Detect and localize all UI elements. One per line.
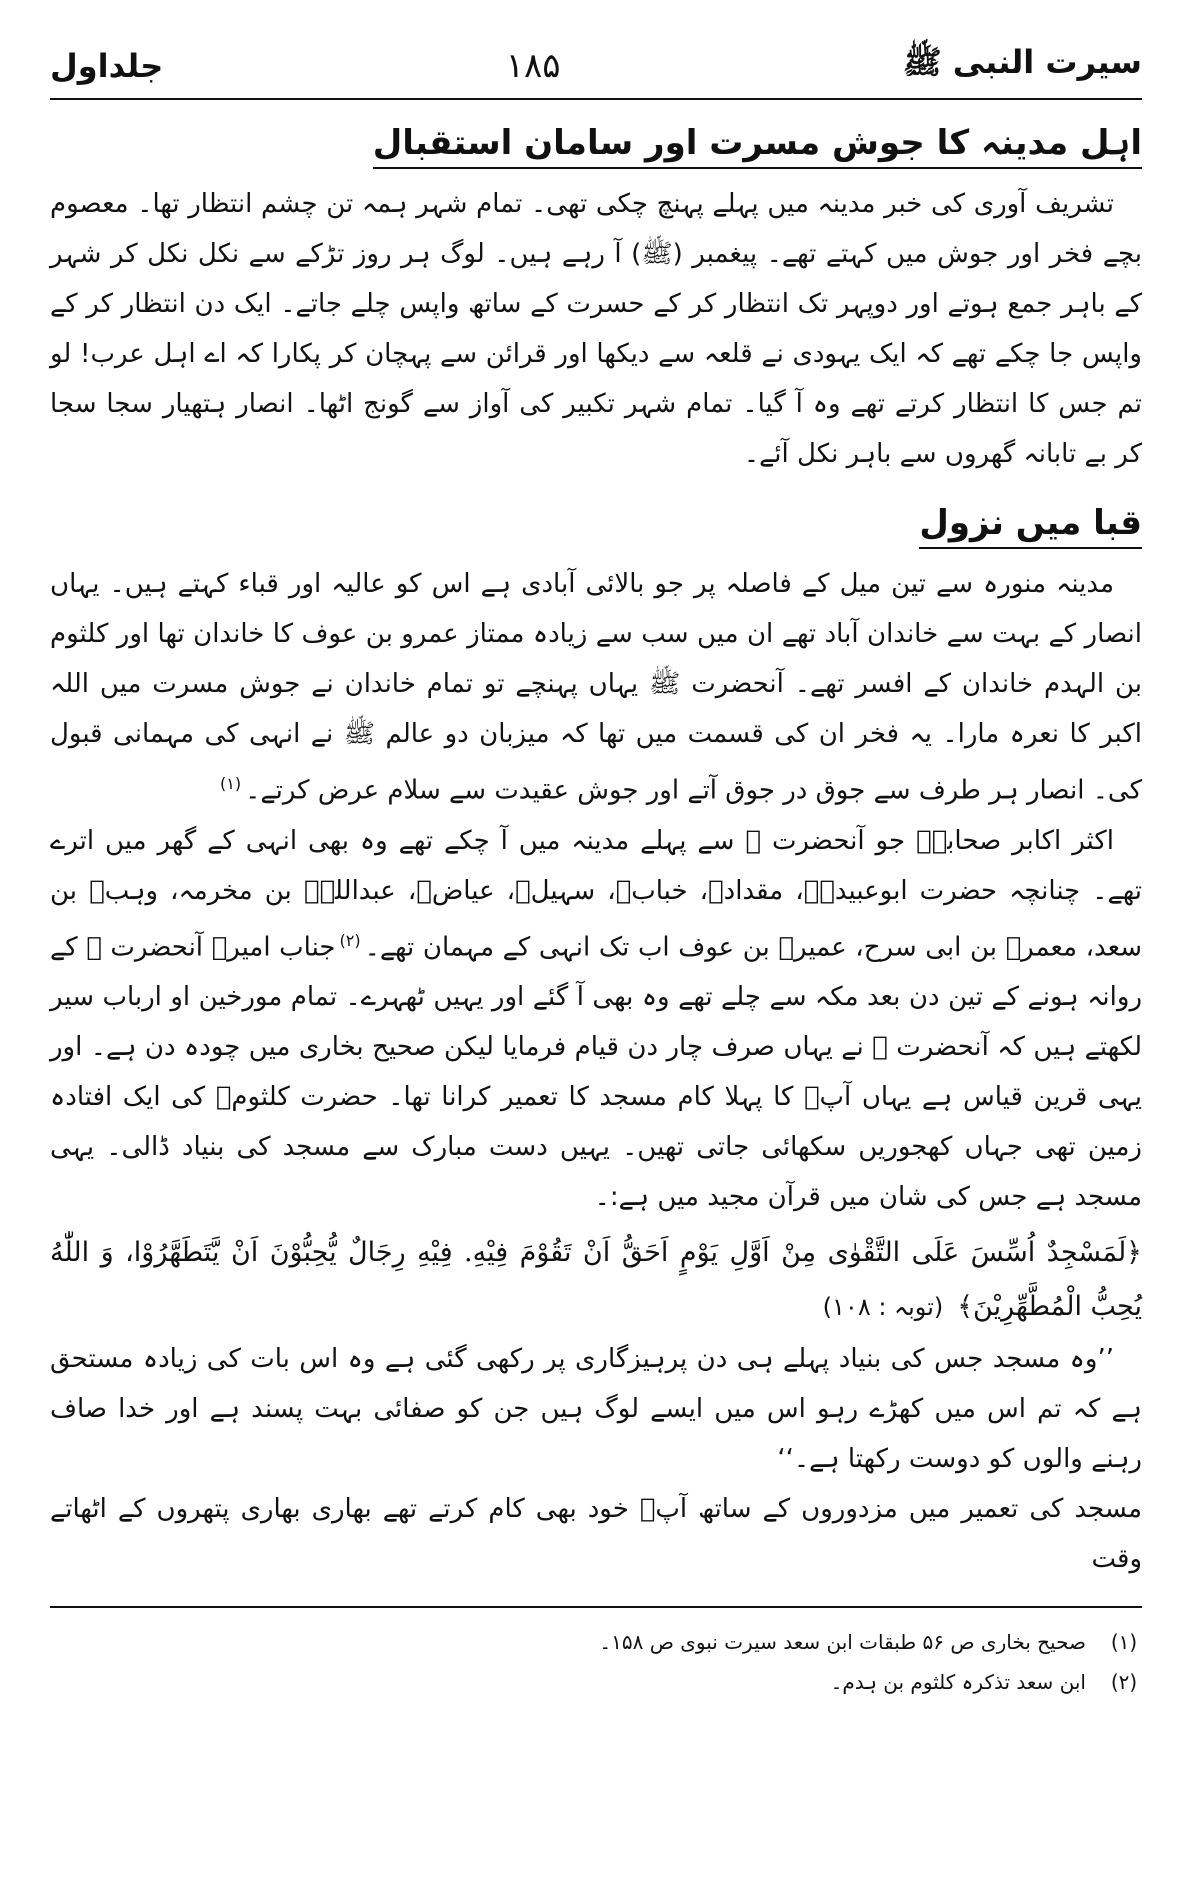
footnote-number: (۲) bbox=[1110, 1670, 1138, 1695]
footnotes bbox=[50, 1622, 1142, 1702]
verse-text: ﴿لَمَسْجِدٌ اُسِّسَ عَلَى التَّقْوٰى مِنْ اَوَّلِ يَوْمٍ اَحَقُّ اَنْ تَقُوْمَ فِيْهِ. فِيْهِ رِجَالٌ يُّحِبُّوْنَ اَنْ يَّتَطَهَّرُوْا، وَ اللّٰهُ يُحِبُّ الْمُطَّهِّرِيْنَ﴾ bbox=[50, 1237, 1142, 1323]
paragraph bbox=[50, 559, 1142, 816]
paragraph: تشریف آوری کی خبر مدینہ میں پہلے پہنچ چکی تھی۔ تمام شہر ہمہ تن چشم انتظار تھا۔ معصوم بچے فخر اور جوش میں کہتے تھے۔ پیغمبر (ﷺ) آ رہے ہیں۔ لوگ ہر روز تڑکے سے نکل نکل کر شہر کے باہر جمع ہوتے اور دوپہر تک انتظار کر کے حسرت کے ساتھ واپس چلے جاتے۔ ایک دن انتظار کر کے واپس جا چکے تھے کہ ایک یہودی نے قلعہ سے دیکھا اور قرائن سے پہچان کر پکارا کہ اے اہل عرب! لو تم جس کا انتظار کرتے تھے وہ آ گیا۔ تمام شہر تکبیر کی آواز سے گونج اٹھا۔ انصار ہتھیار سجا سجا کر بے تابانہ گھروں سے باہر نکل آئے۔ bbox=[50, 189, 1142, 469]
paragraph bbox=[50, 816, 1142, 1223]
page-header bbox=[50, 36, 1142, 96]
quran-verse bbox=[50, 1226, 1142, 1334]
paragraph: مسجد کی تعمیر میں مزدوروں کے ساتھ آپؐ خود بھی کام کرتے تھے بھاری بھاری پتھروں کے اٹھاتے وقت bbox=[50, 1494, 1142, 1575]
section-welcome bbox=[50, 100, 1142, 479]
footnote bbox=[50, 1622, 1142, 1662]
page-number: ۱۸۵ bbox=[505, 46, 561, 86]
footnote-ref: (۲) bbox=[339, 930, 361, 950]
footnote-number: (۱) bbox=[1110, 1630, 1138, 1655]
footnote-text: ابن سعد تذکرہ کلثوم بن ہدم۔ bbox=[830, 1670, 1086, 1695]
paragraph-text: جناب امیرؓ آنحضرت ﷺ کے روانہ ہونے کے تین دن بعد مکہ سے چلے تھے وہ بھی آ گئے اور یہیں ٹھہرے۔ تمام مورخین او ارباب سیر لکھتے ہیں کہ آنحضرت ﷺ نے یہاں صرف چار دن قیام فرمایا لیکن صحیح بخاری میں چودہ دن ہے۔ اور یہی قرین قیاس ہے یہاں آپؐ کا پہلا کام مسجد کا تعمیر کرانا تھا۔ حضرت کلثومؓ کی ایک افتادہ زمین تھی جہاں کھجوریں سکھائی جاتی تھیں۔ یہیں دست مبارک سے مسجد کی بنیاد ڈالی۔ یہی مسجد ہے جس کی شان میں قرآن مجید میں ہے:۔ bbox=[50, 932, 1142, 1213]
section-heading: اہل مدینہ کا جوش مسرت اور سامان استقبال bbox=[373, 122, 1142, 169]
paragraph-text: اکثر اکابر صحابہؓ جو آنحضرت ﷺ سے پہلے مدینہ میں آ چکے تھے وہ بھی انہی کے گھر میں اترے تھے۔ چنانچہ حضرت ابوعبیدہؓ، مقدادؓ، خبابؓ، سہیلؓ، عیاضؓ، عبداللہؓ بن مخرمہ، وہبؓ بن سعد، معمرؓ بن ابی سرح، عمیرؓ بن عوف اب تک انہی کے مہمان تھے۔ bbox=[50, 825, 1142, 963]
footnote-ref: (۱) bbox=[220, 774, 242, 793]
verse-citation: (توبہ : ۱۰۸) bbox=[822, 1293, 944, 1322]
book-title: سیرت النبی ﷺ bbox=[902, 43, 1142, 81]
volume-label: جلداول bbox=[50, 47, 164, 85]
footnote bbox=[50, 1662, 1142, 1702]
section-quba bbox=[50, 479, 1142, 1584]
footnote-text: صحیح بخاری ص ۵۶ طبقات ابن سعد سیرت نبوی ص ۱۵۸۔ bbox=[599, 1630, 1086, 1655]
verse-translation: ’’وہ مسجد جس کی بنیاد پہلے ہی دن پرہیزگاری پر رکھی گئی ہے وہ اس بات کی زیادہ مستحق ہے کہ تم اس میں کھڑے رہو اس میں ایسے لوگ ہیں جن کو صفائی بہت پسند ہے اور خدا صاف رہنے والوں کو دوست رکھتا ہے۔‘‘ bbox=[50, 1344, 1142, 1475]
section-heading: قبا میں نزول bbox=[919, 503, 1142, 549]
paragraph-text: مدینہ منورہ سے تین میل کے فاصلہ پر جو بالائی آبادی ہے اس کو عالیہ اور قباء کہتے ہیں۔ یہاں انصار کے بہت سے خاندان آباد تھے ان میں سب سے زیادہ ممتاز عمرو بن عوف کا خاندان تھا اور کلثوم بن الہدم خاندان کے افسر تھے۔ آنحضرت ﷺ یہاں پہنچے تو تمام خاندان نے جوش مسرت میں اللہ اکبر کا نعرہ مارا۔ یہ فخر ان کی قسمت میں تھا کہ میزبان دو عالم ﷺ نے انہی کی مہمانی قبول کی۔ انصار ہر طرف سے جوق در جوق آتے اور جوش عقیدت سے سلام عرض کرتے۔ bbox=[50, 569, 1142, 806]
footnote-rule bbox=[50, 1606, 1142, 1608]
